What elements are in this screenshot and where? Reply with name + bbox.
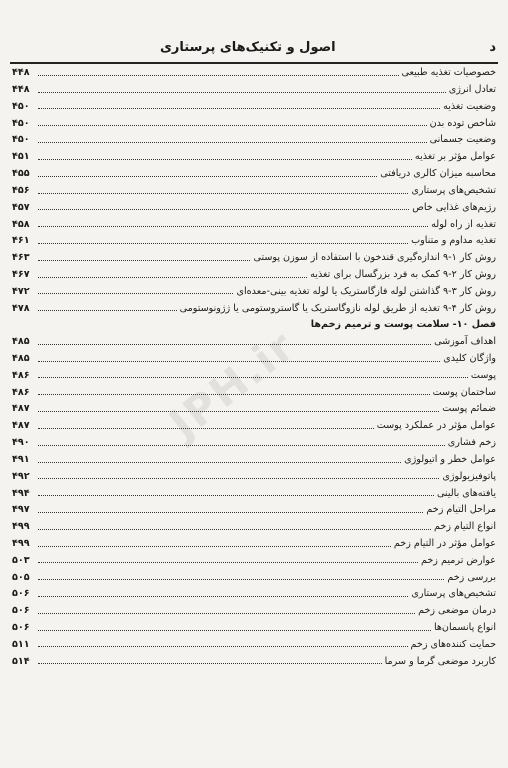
toc-entry-title: تشخیص‌های پرستاری: [411, 184, 496, 196]
toc-entry-title: عوامل مؤثر در عملکرد پوست: [376, 420, 496, 432]
dot-leader: [38, 662, 382, 664]
toc-entry: [12, 163, 496, 180]
dot-leader: [38, 595, 408, 597]
toc-entry: [12, 600, 496, 617]
toc-entry-page: ۴۵۵: [12, 168, 30, 180]
dot-leader: [38, 91, 446, 93]
dot-leader: [38, 444, 445, 446]
toc-entry-page: ۵۰۵: [12, 571, 30, 583]
toc-entry-page: ۴۹۹: [12, 537, 30, 549]
toc-entry-title: عوامل مؤثر بر تغذیه: [414, 151, 496, 163]
toc-entry-title: زخم فشاری: [447, 437, 496, 449]
dot-leader: [38, 410, 439, 412]
dot-leader: [38, 192, 408, 194]
chapter-heading: [12, 314, 496, 331]
toc-entry-title: روش کار ۱-۹ اندازه‌گیری قندخون با استفاده از سوزن پوستی: [253, 252, 496, 264]
toc-entry-page: ۵۱۱: [12, 638, 30, 650]
toc-entry-title: وضعیت تغذیه: [443, 100, 496, 112]
toc-entry: [12, 331, 496, 348]
watermark: JPH.ir: [160, 320, 305, 449]
toc-entry-page: ۴۹۴: [12, 487, 30, 499]
toc-entry: [12, 230, 496, 247]
toc-entry-page: ۴۵۶: [12, 184, 30, 196]
toc-entry-title: درمان موضعی زخم: [418, 605, 496, 617]
toc-entry: [12, 146, 496, 163]
dot-leader: [38, 528, 431, 530]
toc-entry-page: ۴۵۰: [12, 100, 30, 112]
toc-entry: [12, 415, 496, 432]
toc-entry: [12, 281, 496, 298]
toc-entry: [12, 449, 496, 466]
toc-entry-title: کاربرد موضعی گرما و سرما: [384, 655, 496, 667]
dot-leader: [38, 360, 440, 362]
toc-entry-title: وضعیت جسمانی: [429, 134, 496, 146]
toc-entry-title: روش کار ۳-۹ گذاشتن لوله فازگاستریک یا لوله تغذیه بینی-معده‌ای: [236, 285, 496, 297]
dot-leader: [38, 208, 409, 210]
toc-entry-page: ۴۹۹: [12, 521, 30, 533]
toc-entry: [12, 213, 496, 230]
toc-entry-page: ۴۵۰: [12, 134, 30, 146]
toc-entry-title: تعادل انرژی: [448, 84, 496, 96]
dot-leader: [38, 292, 233, 294]
toc-entry: [12, 381, 496, 398]
dot-leader: [38, 511, 423, 513]
toc-entry: [12, 96, 496, 113]
dot-leader: [38, 276, 307, 278]
dot-leader: [38, 158, 412, 160]
dot-leader: [38, 629, 431, 631]
toc-entry-page: ۴۶۳: [12, 252, 30, 264]
dot-leader: [38, 427, 374, 429]
toc-entry-page: ۴۹۱: [12, 453, 30, 465]
toc-entry-title: تشخیص‌های پرستاری: [411, 588, 496, 600]
toc-entry-page: ۴۷۲: [12, 285, 30, 297]
toc-entry-title: پوست: [470, 369, 496, 381]
toc-entry-title: روش کار ۲-۹ کمک به فرد بزرگسال برای تغذیه: [310, 268, 496, 280]
dot-leader: [38, 545, 391, 547]
dot-leader: [38, 612, 415, 614]
toc-entry-page: ۵۱۴: [12, 655, 30, 667]
toc-entry: [12, 297, 496, 314]
toc-entry: [12, 432, 496, 449]
dot-leader: [38, 107, 440, 109]
dot-leader: [38, 477, 439, 479]
toc-entry: [12, 550, 496, 567]
toc-entry-page: ۵۰۶: [12, 588, 30, 600]
toc-entry: [12, 650, 496, 667]
toc-entry: [12, 365, 496, 382]
dot-leader: [38, 309, 177, 311]
toc-entry: [12, 247, 496, 264]
dot-leader: [38, 494, 434, 496]
toc-entry-title: تغذیه مداوم و متناوب: [411, 235, 496, 247]
table-of-contents: [12, 62, 496, 667]
toc-entry: [12, 617, 496, 634]
toc-entry: [12, 482, 496, 499]
page-number: د: [489, 40, 496, 55]
toc-entry-title: واژگان کلیدی: [443, 353, 496, 365]
toc-entry-page: ۵۰۳: [12, 554, 30, 566]
toc-entry-page: ۴۴۸: [12, 67, 30, 79]
toc-entry-page: ۴۸۶: [12, 386, 30, 398]
toc-entry: [12, 583, 496, 600]
toc-entry-title: یافته‌های بالینی: [436, 487, 496, 499]
dot-leader: [38, 327, 308, 328]
toc-entry-page: ۵۰۶: [12, 622, 30, 634]
toc-entry: [12, 533, 496, 550]
toc-entry-title: خصوصیات تغذیه طبیعی: [401, 67, 496, 79]
dot-leader: [38, 242, 408, 244]
dot-leader: [38, 259, 250, 261]
toc-entry: [12, 348, 496, 365]
toc-entry: [12, 516, 496, 533]
toc-entry: [12, 566, 496, 583]
toc-entry-title: رژیم‌های غذایی خاص: [412, 201, 496, 213]
toc-entry: [12, 398, 496, 415]
toc-entry-title: پاتوفیزیولوژی: [442, 470, 496, 482]
toc-entry-title: حمایت کننده‌های زخم: [410, 638, 496, 650]
toc-entry: [12, 62, 496, 79]
toc-entry-page: ۴۷۸: [12, 302, 30, 314]
toc-entry-page: ۵۰۶: [12, 605, 30, 617]
toc-entry-title: محاسبه میزان کالری دریافتی: [380, 168, 496, 180]
toc-entry-page: ۴۵۰: [12, 117, 30, 129]
toc-entry-title: روش کار ۴-۹ تغذیه از طریق لوله نازوگاستریک یا گاستروستومی یا ژژونوستومی: [179, 302, 496, 314]
toc-entry: [12, 466, 496, 483]
toc-entry: [12, 197, 496, 214]
toc-entry-title: تغذیه از راه لوله: [431, 218, 496, 230]
toc-entry-page: ۴۶۷: [12, 268, 30, 280]
toc-entry-title: ساختمان پوست: [432, 386, 496, 398]
dot-leader: [38, 175, 377, 177]
dot-leader: [38, 578, 444, 580]
toc-entry-page: ۴۸۶: [12, 369, 30, 381]
book-title: اصول و تکنیک‌های پرستاری: [160, 40, 336, 55]
toc-entry: [12, 634, 496, 651]
toc-entry-title: ضمائم پوست: [442, 403, 496, 415]
toc-entry: [12, 129, 496, 146]
dot-leader: [38, 393, 430, 395]
toc-entry-title: اهداف آموزشی: [434, 336, 496, 348]
toc-entry: [12, 79, 496, 96]
toc-entry-page: ۴۸۵: [12, 336, 30, 348]
toc-entry-page: ۴۹۰: [12, 437, 30, 449]
dot-leader: [38, 225, 428, 227]
toc-entry-page: ۴۵۱: [12, 151, 30, 163]
toc-entry: [12, 112, 496, 129]
toc-entry-page: ۴۸۷: [12, 403, 30, 415]
toc-entry-title: انواع التیام زخم: [434, 521, 496, 533]
toc-entry-title: فصل ۱۰- سلامت پوست و ترمیم زخم‌ها: [310, 319, 496, 331]
toc-entry-title: عوامل مؤثر در التیام زخم: [393, 537, 496, 549]
toc-entry-title: انواع پانسمان‌ها: [433, 622, 496, 634]
dot-leader: [38, 561, 418, 563]
toc-entry-page: ۴۸۵: [12, 353, 30, 365]
toc-entry-page: ۴۵۷: [12, 201, 30, 213]
dot-leader: [38, 645, 408, 647]
dot-leader: [38, 141, 427, 143]
page-header: [10, 40, 498, 64]
toc-entry-title: عوامل خطر و اتیولوژی: [404, 453, 496, 465]
toc-entry-page: ۴۶۱: [12, 235, 30, 247]
toc-entry-page: ۴۵۸: [12, 218, 30, 230]
toc-entry-title: شاخص توده بدن: [429, 117, 496, 129]
toc-entry-page: ۴۸۷: [12, 420, 30, 432]
dot-leader: [38, 343, 431, 345]
dot-leader: [38, 461, 401, 463]
toc-entry-page: ۴۹۷: [12, 504, 30, 516]
toc-entry-title: مراحل التیام زخم: [426, 504, 496, 516]
dot-leader: [38, 74, 399, 76]
dot-leader: [38, 124, 427, 126]
toc-entry: [12, 264, 496, 281]
toc-entry-title: عوارض ترمیم زخم: [420, 554, 496, 566]
toc-entry-title: بررسی زخم: [447, 571, 496, 583]
toc-entry-page: ۴۹۲: [12, 470, 30, 482]
toc-entry: [12, 499, 496, 516]
dot-leader: [38, 376, 468, 378]
toc-entry-page: ۴۴۸: [12, 84, 30, 96]
toc-entry: [12, 180, 496, 197]
